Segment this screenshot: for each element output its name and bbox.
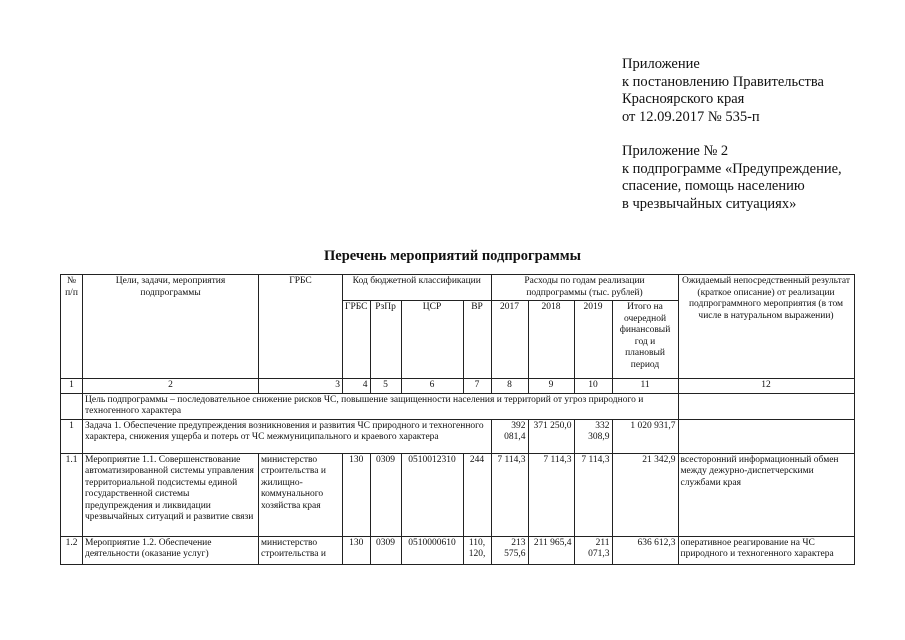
column-number: 11 [612,379,678,394]
row-grbs-name: министерство строительства и жилищно-коммунального хозяйства края [259,453,343,536]
column-number: 4 [343,379,371,394]
subheader-2019: 2019 [574,301,612,379]
row-grbs-name: министерство строительства и [259,536,343,564]
row-2018: 7 114,3 [528,453,574,536]
appendix-line: от 12.09.2017 № 535-п [622,108,760,125]
task-2019: 332 308,9 [574,419,612,453]
appendix-line: в чрезвычайных ситуациях» [622,195,797,212]
row-rzpr: 0309 [370,536,401,564]
row-total: 21 342,9 [612,453,678,536]
header-grbs: ГРБС [259,275,343,379]
column-number: 9 [528,379,574,394]
appendix-line: к постановлению Правительства [622,73,824,90]
task-total: 1 020 931,7 [612,419,678,453]
row-2017: 213 575,6 [491,536,528,564]
appendix-line: Приложение [622,56,700,72]
row-rzpr: 0309 [370,453,401,536]
header-expenses: Расходы по годам реализации подпрограммы (тыс. рублей) [491,275,678,301]
subheader-grbs: ГРБС [343,301,371,379]
subheader-2018: 2018 [528,301,574,379]
column-number: 3 [259,379,343,394]
column-number: 2 [83,379,259,394]
row-2019: 211 071,3 [574,536,612,564]
task-2018: 371 250,0 [528,419,574,453]
row-result: оперативное реагирование на ЧС природного и техногенного характера [678,536,854,564]
appendix-line: спасение, помощь населению [622,178,805,194]
column-number: 6 [401,379,463,394]
row-result: всесторонний информационный обмен между дежурно-диспетчерскими службами края [678,453,854,536]
header-result: Ожидаемый непосредственный результат (краткое описание) от реализации подпрограммного мероприятия (в том числе в натуральном выражении) [678,275,854,379]
row-2018: 211 965,4 [528,536,574,564]
task-number: 1 [61,419,83,453]
row-grbs: 130 [343,453,371,536]
row-csr: 0510000610 [401,536,463,564]
column-number: 1 [61,379,83,394]
column-number: 8 [491,379,528,394]
task-2017: 392 081,4 [491,419,528,453]
row-total: 636 612,3 [612,536,678,564]
row-csr: 0510012310 [401,453,463,536]
row-number: 1.2 [61,536,83,564]
task-text: Задача 1. Обеспечение предупреждения возникновения и развития ЧС природного и техногенного характера, снижения ущерба и потерь от ЧС межмуниципального и краевого характера [83,419,492,453]
row-vr: 110, 120, [463,536,491,564]
subheader-vr: ВР [463,301,491,379]
appendix-line: Красноярского края [622,91,745,107]
subheader-csr: ЦСР [401,301,463,379]
row-text: Мероприятие 1.1. Совершенствование автоматизированной системы управления территориальной подсистемы единой государственной системы предупреждения и ликвидации чрезвычайных ситуаций и развитие связи [83,453,259,536]
row-grbs: 130 [343,536,371,564]
row-2019: 7 114,3 [574,453,612,536]
subheader-total: Итого на очередной финансовый год и плановый период [612,301,678,379]
header-goals: Цели, задачи, мероприятия подпрограммы [83,275,259,379]
document-title: Перечень мероприятий подпрограммы [324,248,581,264]
row-2017: 7 114,3 [491,453,528,536]
appendix-line: Приложение № 2 [622,143,729,159]
appendix-line: к подпрограмме «Предупреждение, [622,160,842,177]
goal-row: Цель подпрограммы – последовательное снижение рисков ЧС, повышение защищенности населения и территорий от угроз природного и техногенного характера [83,393,679,419]
row-text: Мероприятие 1.2. Обеспечение деятельности (оказание услуг) [83,536,259,564]
column-number: 7 [463,379,491,394]
header-num: № п/п [61,275,83,379]
column-number: 5 [370,379,401,394]
header-budget-code: Код бюджетной классификации [343,275,492,301]
appendix-header [622,56,892,213]
row-number: 1.1 [61,453,83,536]
column-number: 12 [678,379,854,394]
subheader-rzpr: РзПр [370,301,401,379]
column-number: 10 [574,379,612,394]
row-vr: 244 [463,453,491,536]
table-row [61,536,855,564]
subheader-2017: 2017 [491,301,528,379]
table-row [61,453,855,536]
activities-table [60,274,855,565]
